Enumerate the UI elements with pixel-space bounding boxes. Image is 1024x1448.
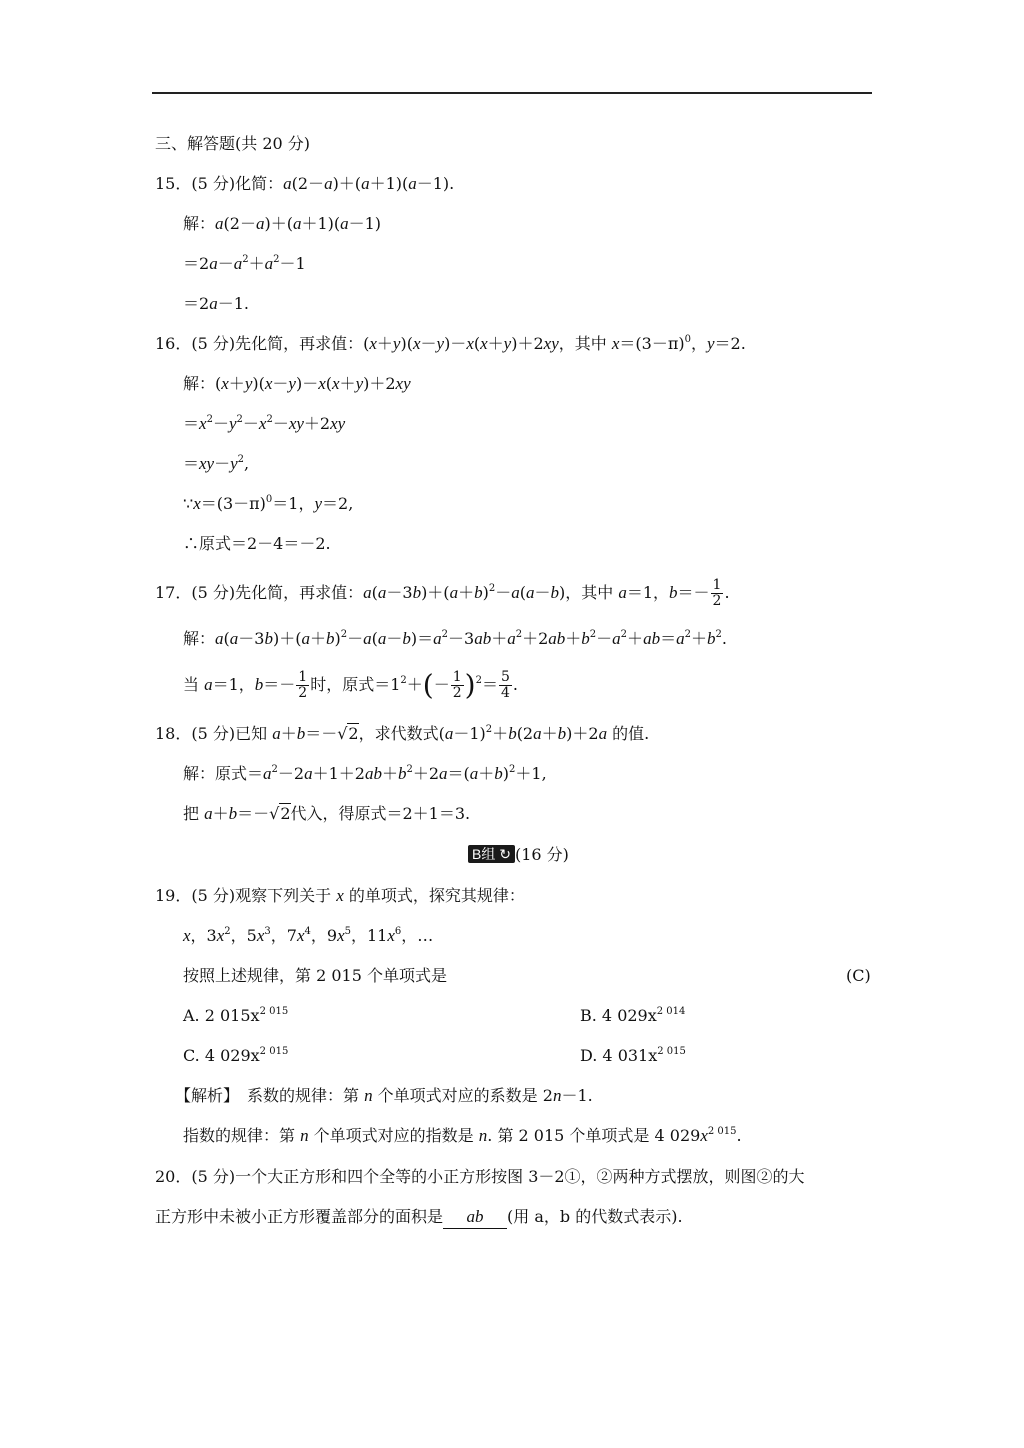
option-d: D. 4 $031x^{2 015}$	[580, 1046, 686, 1065]
fraction: $\frac{1}{2}$	[298, 669, 308, 701]
question-20: 20．(5 分)一个大正方形和四个全等的小正方形按图 3－2①，②两种方式摆放，则图②的大	[155, 1167, 805, 1186]
question-17: 17．(5 分)先化简，再求值：$a(a-3b)+(a+b)^2-a(a-b)$，其中 a＝1，b＝－ $\frac{1}{2}$ .	[155, 577, 730, 609]
q16-solution-line: $=x^2-y^2-x^2-xy+2xy$	[183, 414, 346, 433]
q19-answer: (C)	[846, 966, 871, 985]
q15-solution-line: $=2a-a^2+a^2-1$	[183, 254, 306, 273]
fraction: $\frac{1}{2}$	[452, 669, 462, 701]
option-c: C. 4 $029x^{2 015}$	[183, 1046, 289, 1065]
question-19: 19．(5 分)观察下列关于 x 的单项式，探究其规律：	[155, 886, 525, 905]
question-16: 16．(5 分)先化简，再求值：(x＋y)(x－y)－x(x＋y)＋2xy，其中 $x=(3-\pi)^0$，y＝2.	[155, 334, 746, 353]
q16-solution-line: $=xy-y^2$,	[183, 454, 250, 473]
q19-analysis-line: 【解析】 系数的规律：第 n 个单项式对应的系数是 2n－1.	[175, 1086, 593, 1105]
q19-prompt: 按照上述规律，第 2 015 个单项式是	[183, 966, 447, 985]
question-18: 18．(5 分)已知 a＋b＝－√2，求代数式$(a-1)^2+b(2a+b)+2a$ 的值.	[155, 724, 650, 743]
q16-solution-line: 解：(x＋y)(x－y)－x(x＋y)＋2xy	[183, 374, 411, 393]
q19-sequence: x，$3x^2$，$5x^3$，$7x^4$，$9x^5$，$11x^6$，…	[183, 926, 434, 945]
q15-solution-line: 解：a(2－a)＋(a＋1)(a－1)	[183, 214, 382, 233]
group-b-header: B组 ↻ (16 分)	[468, 844, 569, 866]
section-heading: 三、解答题(共 20 分)	[155, 134, 311, 153]
q17-solution-line: 解：$a(a-3b)+(a+b)^2-a(a-b)=a^2-3ab+a^2+2ab+b^2-a^2+ab=a^2+b^2$.	[183, 629, 727, 648]
q18-solution-line: 解：原式$=a^2-2a+1+2ab+b^2+2a=(a+b)^2+1$,	[183, 764, 547, 783]
question-15: 15．(5 分)化简：a(2－a)＋(a＋1)(a－1).	[155, 174, 455, 193]
q19-analysis-line: 指数的规律：第 n 个单项式对应的指数是 n. 第 2 015 个单项式是 4 $029x^{2 015}$.	[183, 1126, 742, 1145]
q17-solution-line: 当 a＝1，b＝－ $\frac{1}{2}$ 时，原式$=1^2+(-$ $\frac{1}{2}$ )$^2$＝ $\frac{5}{4}$ .	[183, 668, 519, 702]
q18-solution-line: 把 a＋b＝－√2代入，得原式＝2＋1＝3.	[183, 804, 471, 823]
fraction: $\frac{1}{2}$	[712, 577, 722, 609]
q15-solution-line: ＝2a－1.	[183, 294, 249, 313]
q16-solution-line: ∴原式＝2－4＝－2.	[183, 534, 331, 553]
option-b: B. 4 $029x^{2 014}$	[580, 1006, 686, 1025]
group-b-badge: B组 ↻	[468, 845, 515, 863]
answer-blank: ab	[443, 1206, 507, 1229]
header-rule	[152, 92, 872, 94]
q16-solution-line: $\because x=(3-\pi)^0=1$，y＝2,	[183, 494, 354, 513]
option-a: A. 2 $015x^{2 015}$	[183, 1006, 289, 1025]
fraction: $\frac{5}{4}$	[501, 669, 510, 701]
question-20-cont: 正方形中未被小正方形覆盖部分的面积是 ab (用 a，b 的代数式表示).	[155, 1206, 683, 1229]
